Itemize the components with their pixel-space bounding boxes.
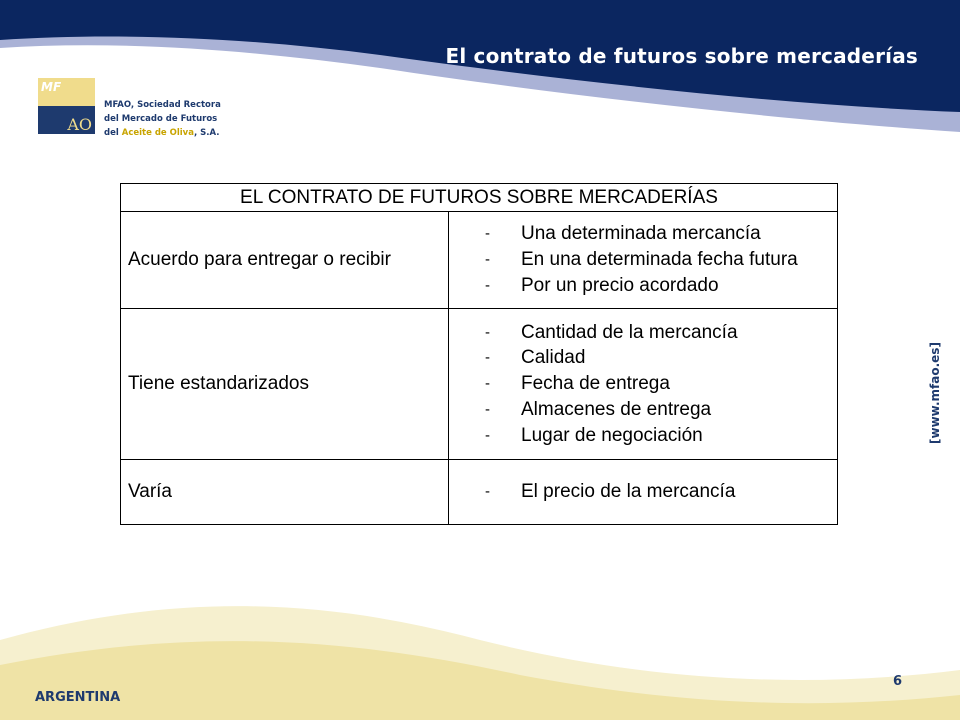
slide-title: El contrato de futuros sobre mercaderías [445,44,918,68]
logo-mark-bottom: AO [67,115,92,134]
list-item: - En una determinada fecha futura [485,249,798,271]
row-items [449,212,838,309]
row-label: Varía [121,460,449,525]
page-number: 6 [893,674,903,689]
row-label: Tiene estandarizados [121,309,449,460]
row-label: Acuerdo para entregar o recibir [121,212,449,309]
table-row [121,309,838,460]
logo-company-name [104,98,221,140]
contract-table [120,183,838,525]
footer-label: ARGENTINA [35,690,121,705]
website-url: [www.mfao.es] [928,342,942,444]
logo-mark-top: MF [41,80,62,94]
list-item: - Calidad [485,347,586,369]
logo-line-1: MFAO, Sociedad Rectora [104,100,221,110]
logo-line-3: del Aceite de Oliva, S.A. [104,128,220,138]
table-header: EL CONTRATO DE FUTUROS SOBRE MERCADERÍAS [121,184,838,212]
row-items [449,309,838,460]
list-item: - El precio de la mercancía [485,481,736,503]
logo-mark [38,78,95,134]
list-item: - Almacenes de entrega [485,398,712,420]
list-item: - Lugar de negociación [485,424,703,446]
list-item: - Cantidad de la mercancía [485,321,738,343]
list-item: - Fecha de entrega [485,373,670,395]
row-items [449,460,838,525]
list-item: - Una determinada mercancía [485,223,761,245]
logo-line-2: del Mercado de Futuros [104,114,218,124]
table-row [121,212,838,309]
list-item: - Por un precio acordado [485,274,719,296]
table-row [121,460,838,525]
